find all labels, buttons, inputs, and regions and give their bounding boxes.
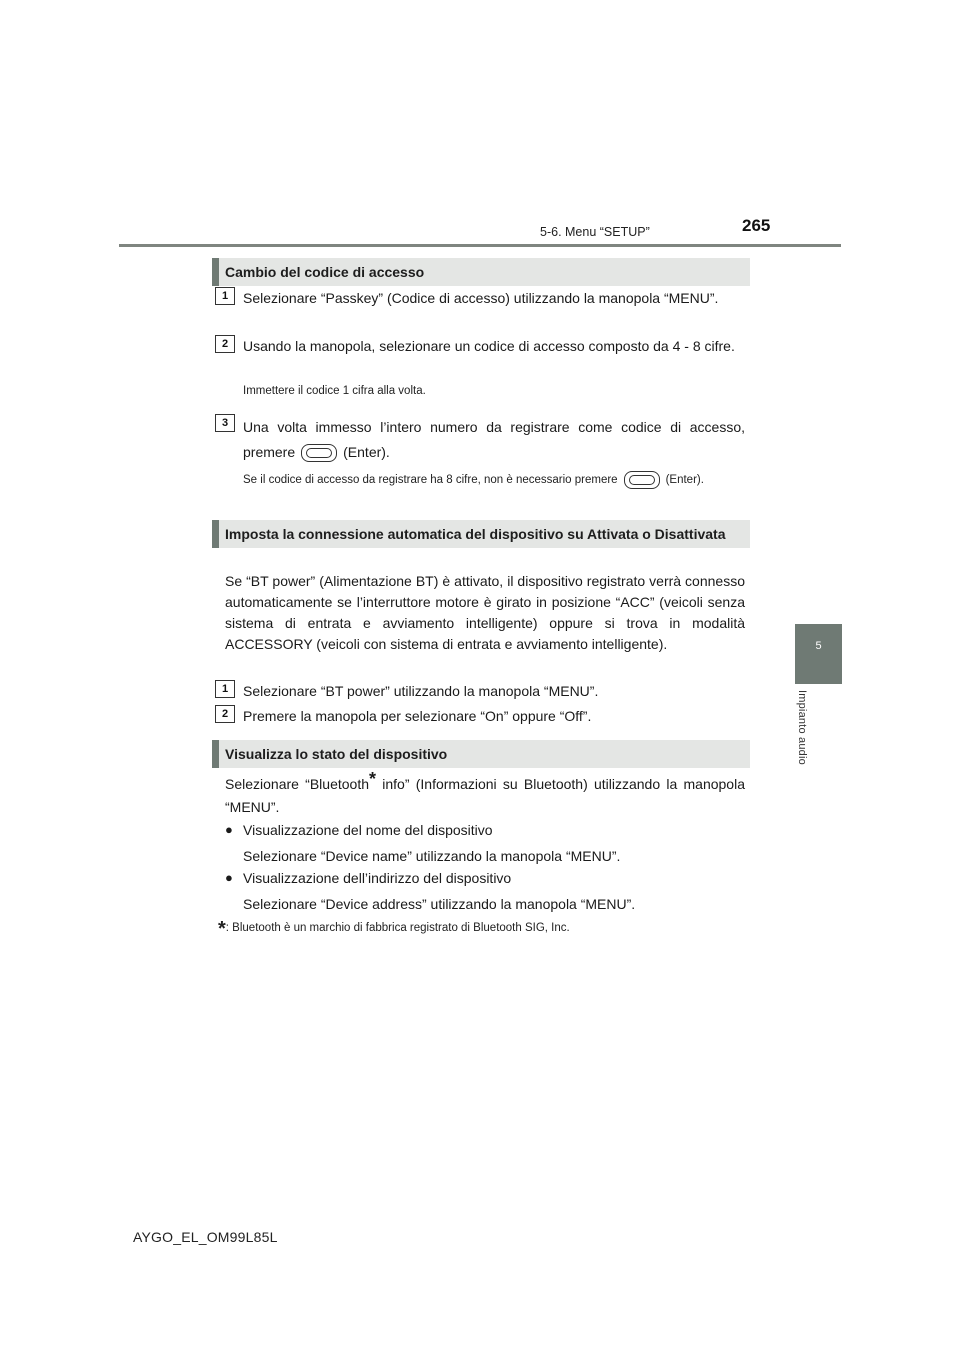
autoconnect-step-2: Premere la manopola per selezionare “On” oppure “Off”. [243, 708, 592, 724]
autoconnect-intro: Se “BT power” (Alimentazione BT) è attivato, il dispositivo registrato verrà connesso automaticamente se l’interruttore motore è girato in posizione “ACC” (veicoli senza sistema di entrata e avviamento intelligente) oppure si trova in modalità ACCESSORY (veicoli con sistema di entrata e avviamento intelligente). [225, 573, 745, 652]
section-title-passkey: Cambio del codice di accesso [212, 258, 750, 286]
section-title-status: Visualizza lo stato del dispositivo [212, 740, 750, 768]
step-badge-1: 1 [215, 287, 235, 305]
chapter-tab [795, 624, 842, 684]
passkey-step-3-note-text: Se il codice di accesso da registrare ha 8 cifre, non è necessario premere [243, 474, 618, 486]
status-bullet-1-title: Visualizzazione del nome del dispositivo [243, 822, 493, 838]
footnote-star-marker: * [369, 769, 377, 789]
passkey-step-3-note [243, 470, 745, 490]
section-title-autoconnect: Imposta la connessione automatica del dispositivo su Attivata o Disattivata [212, 520, 750, 548]
footnote-star: * [218, 918, 226, 940]
enter-button-icon [301, 444, 337, 462]
status-bullet-2-text: Selezionare “Device address” utilizzando la manopola “MENU”. [243, 896, 636, 912]
status-intro-a: Selezionare “Bluetooth [225, 776, 369, 792]
status-bullet-2-title: Visualizzazione dell’indirizzo del dispositivo [243, 870, 512, 886]
passkey-step-2: Usando la manopola, selezionare un codice di accesso composto da 4 - 8 cifre. [243, 338, 735, 354]
footnote-text: : Bluetooth è un marchio di fabbrica registrato di Bluetooth SIG, Inc. [225, 922, 570, 934]
step-badge-2: 2 [215, 335, 235, 353]
step-badge-2b: 2 [215, 705, 235, 723]
enter-button-icon [624, 471, 660, 489]
page-number: 265 [742, 216, 771, 235]
footnote [218, 918, 570, 941]
passkey-step-3-note-enter: (Enter). [665, 474, 704, 486]
bullet-icon: ● [225, 822, 233, 837]
chapter-label: Impianto audio [796, 690, 808, 765]
passkey-step-1: Selezionare “Passkey” (Codice di accesso) utilizzando la manopola “MENU”. [243, 290, 719, 306]
bullet-icon: ● [225, 870, 233, 885]
passkey-step-3 [243, 415, 745, 465]
autoconnect-step-1: Selezionare “BT power” utilizzando la manopola “MENU”. [243, 683, 599, 699]
step-badge-1b: 1 [215, 680, 235, 698]
passkey-step-2-note: Immettere il codice 1 cifra alla volta. [243, 385, 426, 397]
section-header: 5-6. Menu “SETUP” [540, 225, 650, 239]
status-intro-b: info” (Informazioni su Bluetooth) utilizzando la manopola “MENU”. [225, 776, 745, 815]
document-code: AYGO_EL_OM99L85L [133, 1229, 278, 1245]
passkey-step-3-enter: (Enter). [343, 444, 390, 460]
chapter-number: 5 [815, 640, 822, 652]
step-badge-3: 3 [215, 414, 235, 432]
status-intro [225, 769, 745, 819]
header-rule [119, 244, 841, 247]
status-bullet-1-text: Selezionare “Device name” utilizzando la manopola “MENU”. [243, 848, 621, 864]
passkey-step-3-text: Una volta immesso l’intero numero da registrare come codice di accesso, premere [243, 419, 745, 460]
